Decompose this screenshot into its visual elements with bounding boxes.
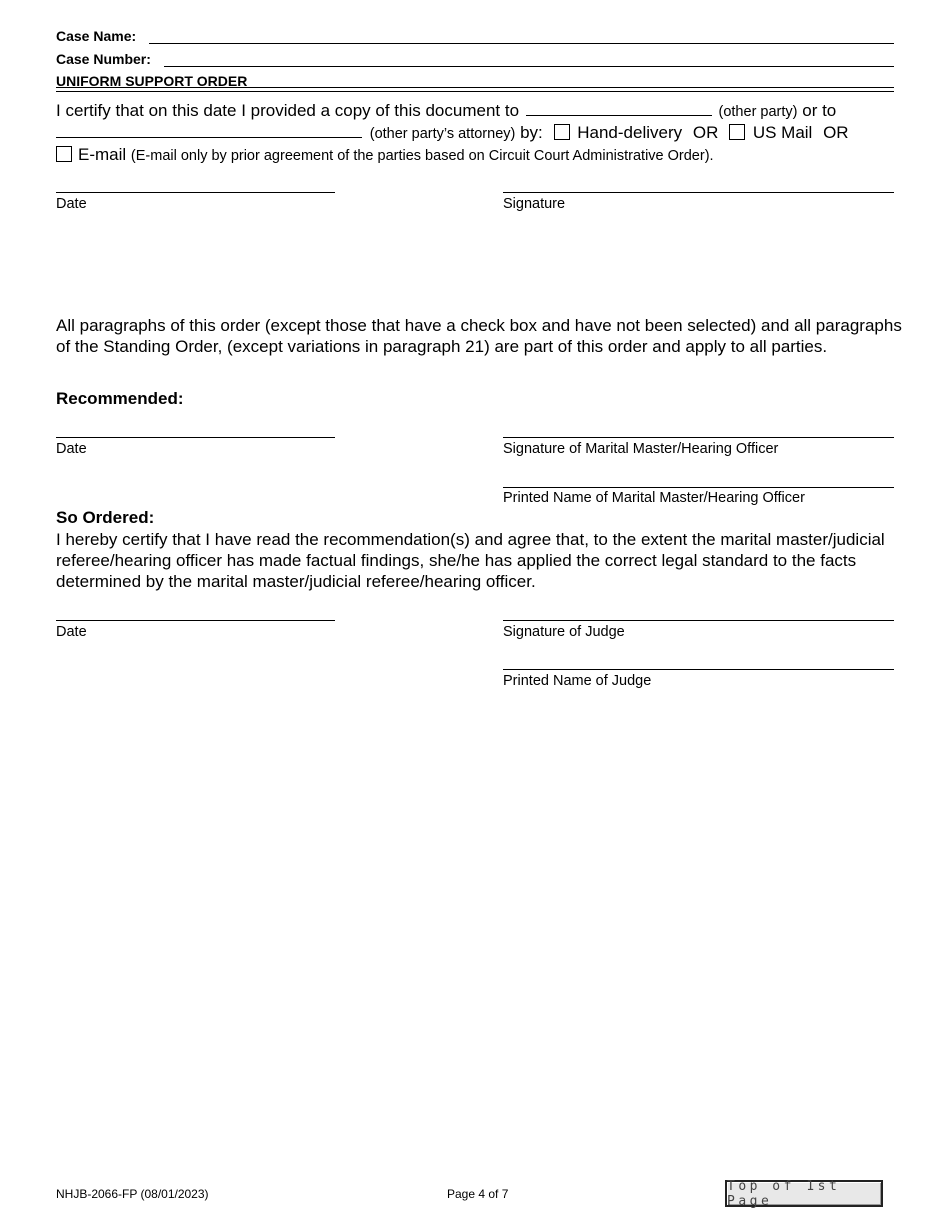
so-ordered-heading: So Ordered: [56, 508, 155, 527]
page-number: Page 4 of 7 [447, 1187, 509, 1201]
case-name-field[interactable] [149, 43, 894, 44]
us-mail-checkbox[interactable] [729, 124, 745, 140]
cert-signature-label: Signature [503, 196, 566, 212]
email-note: (E-mail only by prior agreement of the parties based on Circuit Court Administrative Order). [130, 148, 714, 164]
judge-printed-name-line[interactable] [503, 669, 894, 670]
judge-signature-line[interactable] [503, 620, 894, 621]
by-text: by: [520, 123, 543, 142]
or-text-2: OR [823, 123, 849, 142]
master-printed-name-line[interactable] [503, 487, 894, 488]
form-id: NHJB-2066-FP (08/01/2023) [56, 1187, 209, 1201]
attorney-field[interactable] [56, 122, 362, 138]
cert-date-line[interactable] [56, 192, 335, 193]
us-mail-label: US Mail [752, 123, 813, 142]
recommended-date-label: Date [56, 441, 87, 457]
email-label: E-mail [78, 145, 127, 164]
header-divider-2 [56, 91, 894, 92]
attorney-label: (other party’s attorney) [369, 126, 516, 142]
certification-line-3 [56, 144, 916, 167]
email-checkbox[interactable] [56, 146, 72, 162]
case-name-label: Case Name: [56, 28, 137, 44]
recommended-date-line[interactable] [56, 437, 335, 438]
cert-text: I certify that on this date I provided a copy of this document to [56, 101, 520, 120]
so-ordered-text: I hereby certify that I have read the recommendation(s) and agree that, to the extent the marital master/judicial referee/hearing officer has made factual findings, she/he has applied the correct legal standard to the facts determined by the marital master/judicial referee/hearing officer. [56, 530, 885, 591]
cert-signature-line[interactable] [503, 192, 894, 193]
or-text-1: OR [692, 123, 719, 142]
certification-line-1 [56, 100, 896, 123]
or-to-text: or to [802, 101, 837, 120]
case-number-field[interactable] [164, 66, 894, 67]
judge-printed-name-label: Printed Name of Judge [503, 673, 652, 689]
top-of-first-page-button[interactable]: Top of 1st Page [725, 1180, 883, 1207]
case-number-label: Case Number: [56, 51, 151, 67]
master-signature-line[interactable] [503, 437, 894, 438]
judge-date-label: Date [56, 624, 87, 640]
hand-delivery-label: Hand-delivery [577, 123, 683, 142]
hand-delivery-checkbox[interactable] [554, 124, 570, 140]
recommended-heading: Recommended: [56, 389, 184, 408]
other-party-field[interactable] [526, 100, 712, 116]
judge-signature-label: Signature of Judge [503, 624, 625, 640]
header-divider [56, 87, 894, 88]
judge-date-line[interactable] [56, 620, 335, 621]
paragraphs-statement: All paragraphs of this order (except those that have a check box and have not been selected) and all paragraphs of the Standing Order, (except variations in paragraph 21) are part of this order and apply to all parties. [56, 316, 902, 356]
other-party-label: (other party) [718, 104, 798, 120]
cert-date-label: Date [56, 196, 87, 212]
master-signature-label: Signature of Marital Master/Hearing Officer [503, 441, 779, 457]
certification-line-2 [56, 122, 916, 145]
master-printed-name-label: Printed Name of Marital Master/Hearing Officer [503, 490, 805, 506]
form-title: UNIFORM SUPPORT ORDER [56, 73, 248, 89]
